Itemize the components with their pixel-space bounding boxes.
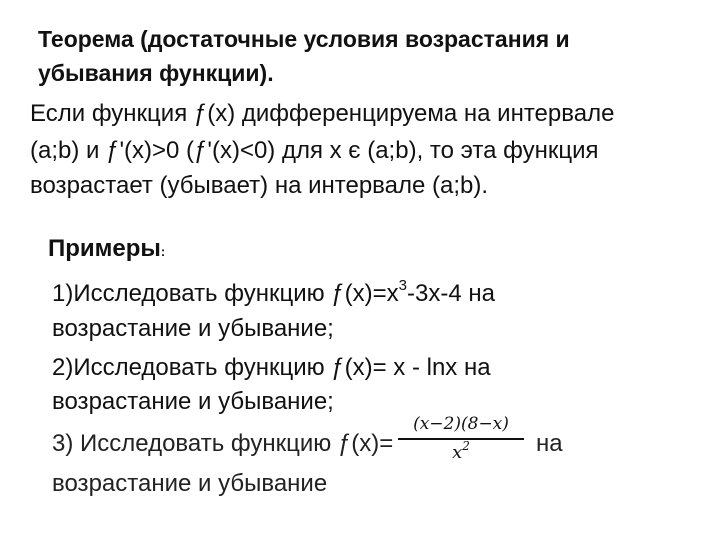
example-3-line2: возрастание и убывание [52, 470, 328, 497]
examples-heading-text: Примеры [48, 235, 161, 262]
example-1-line2: возрастание и убывание; [52, 315, 334, 342]
example-1-exponent: 3 [398, 277, 407, 294]
example-1-text: 1)Исследовать функцию ƒ(x)=x [52, 280, 399, 307]
theorem-body-line1: Если функция ƒ(x) дифференцируема на интервале [30, 100, 615, 127]
fraction-bar [398, 438, 524, 440]
fraction-numerator: (x−2)(8−x) [413, 414, 509, 434]
theorem-title-line2: убывания функции). [38, 60, 274, 86]
examples-heading-colon: : [160, 244, 166, 259]
denominator-base: x [452, 441, 463, 463]
example-1-line1 [52, 277, 495, 308]
example-2-line1: 2)Исследовать функцию ƒ(x)= x - lnx на [52, 354, 491, 381]
denominator-exponent: 2 [462, 438, 470, 453]
theorem-body-line3: возрастает (убывает) на интервале (a;b). [30, 172, 489, 199]
examples-heading [48, 235, 165, 263]
example-3-fraction [398, 414, 524, 463]
fraction-denominator [398, 438, 524, 463]
example-3-line1: 3) Исследовать функцию ƒ(x)= [52, 430, 394, 457]
example-2-line2: возрастание и убывание; [52, 388, 334, 415]
theorem-body-line2: (a;b) и ƒ'(x)>0 (ƒ'(x)<0) для х є (a;b), то эта функция [30, 137, 599, 164]
example-1-suffix: -3x-4 на [406, 280, 495, 307]
example-3-suffix: на [536, 430, 563, 457]
theorem-title-line1: Теорема (достаточные условия возрастания и [38, 26, 570, 52]
